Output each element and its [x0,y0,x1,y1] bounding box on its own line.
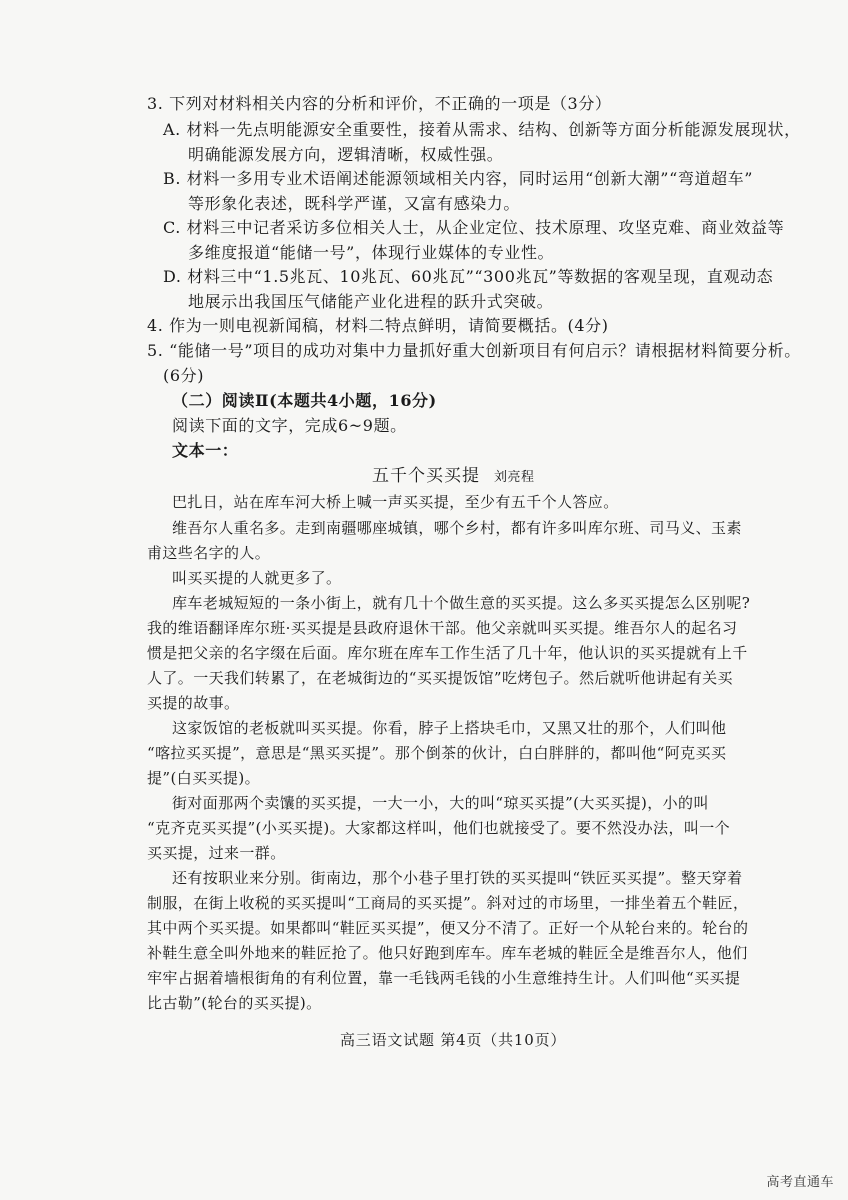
article-line: 我的维语翻译库尔班·买买提是县政府退休干部。他父亲就叫买买提。维吾尔人的起名习 [147,619,738,637]
q3-option-c-line1: C. 材料三中记者采访多位相关人士，从企业定位、技术原理、攻坚克难、商业效益等 [163,218,785,237]
article-line: “喀拉买买提”，意思是“黑买买提”。那个倒茶的伙计，白白胖胖的，都叫他“阿克买买 [147,744,727,762]
text-label: 文本一： [172,441,239,460]
article-line: 提”(白买买提)。 [147,769,260,787]
q4-stem: 4. 作为一则电视新闻稿，材料二特点鲜明，请简要概括。(4分) [147,316,609,335]
article-line: 甫这些名字的人。 [147,544,271,562]
q3-option-b-line1: B. 材料一多用专业术语阐述能源领域相关内容，同时运用“创新大潮”“弯道超车” [163,169,754,188]
q5-stem-line2: (6分) [163,366,205,385]
article-line: 买提的故事。 [147,694,240,712]
article-line: 街对面那两个卖馕的买买提，一大一小，大的叫“琼买买提”(大买买提)，小的叫 [172,794,709,812]
article-line: 这家饭馆的老板就叫买买提。你看，脖子上搭块毛巾，又黑又壮的那个，人们叫他 [172,719,727,737]
article-title-row [372,466,535,488]
q3-option-d-line1: D. 材料三中“1.5兆瓦、10兆瓦、60兆瓦”“300兆瓦”等数据的客观呈现，直观动态 [163,267,774,286]
q3-option-a-line2: 明确能源发展方向，逻辑清晰，权威性强。 [188,145,504,164]
q3-option-b-line2: 等形象化表述，既科学严谨，又富有感染力。 [188,194,521,213]
q3-option-c-line2: 多维度报道“能储一号”，体现行业媒体的专业性。 [188,243,555,262]
q3-stem: 3. 下列对材料相关内容的分析和评价，不正确的一项是（3分） [147,94,612,113]
article-line: 巴扎日，站在库车河大桥上喊一声买买提，至少有五千个人答应。 [172,493,619,511]
article-title: 五千个买买提 [372,466,480,486]
section-heading: （二）阅读Ⅱ(本题共4小题，16分) [172,391,437,410]
article-line: 维吾尔人重名多。走到南疆哪座城镇，哪个乡村，都有许多叫库尔班、司马义、玉素 [172,519,742,537]
article-line: 比古勒”(轮台的买买提)。 [147,994,322,1012]
q5-stem-line1: 5. “能储一号”项目的成功对集中力量抓好重大创新项目有何启示？请根据材料简要分析。 [147,341,801,360]
article-line: 还有按职业来分别。街南边，那个小巷子里打铁的买买提叫“铁匠买买提”。整天穿着 [172,869,743,887]
article-line: 惯是把父亲的名字缀在后面。库尔班在库车工作生活了几十年，他认识的买买提就有上千 [147,644,748,662]
article-line: 补鞋生意全叫外地来的鞋匠抢了。他只好跑到库车。库车老城的鞋匠全是维吾尔人，他们 [147,944,748,962]
section-instruction: 阅读下面的文字，完成6~9题。 [172,416,407,435]
q3-option-d-line2: 地展示出我国压气储能产业化进程的跃升式突破。 [188,292,554,311]
article-line: 人了。一天我们转累了，在老城街边的“买买提饭馆”吃烤包子。然后就听他讲起有关买 [147,669,733,687]
article-line: 制服，在街上收税的买买提叫“工商局的买买提”。斜对过的市场里，一排坐着五个鞋匠， [147,894,749,912]
article-line: 其中两个买买提。如果都叫“鞋匠买买提”，便又分不清了。正好一个从轮台来的。轮台的 [147,919,749,937]
article-author: 刘亮程 [494,470,535,485]
article-line: 库车老城短短的一条小街上，就有几十个做生意的买买提。这么多买买提怎么区别呢? [172,594,751,612]
article-line: 叫买买提的人就更多了。 [172,569,342,587]
page-footer: 高三语文试题 第4页（共10页） [340,1031,567,1049]
q3-option-a-line1: A. 材料一先点明能源安全重要性，接着从需求、结构、创新等方面分析能源发展现状， [163,120,801,139]
article-line: 买买提，过来一群。 [147,844,286,862]
article-line: “克齐克买买提”(小买买提)。大家都这样叫，他们也就接受了。要不然没办法，叫一个 [147,819,731,837]
article-line: 牢牢占据着墙根街角的有利位置，靠一毛钱两毛钱的小生意维持生计。人们叫他“买买提 [147,969,741,987]
watermark-text: 高考直通车 [766,1175,834,1190]
